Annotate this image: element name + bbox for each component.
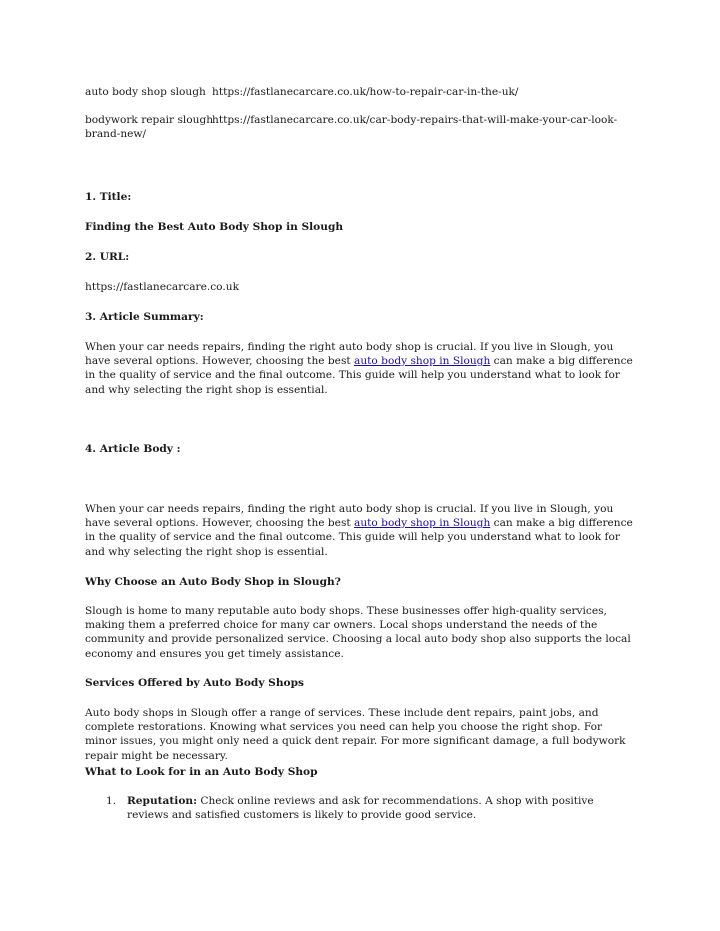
summary-paragraph: When your car needs repairs, finding the right auto body shop is crucial. If you live in Slough, you have several options. However, choosing the best auto body shop in Slough can make a big difference in the quality of service and the final outcome. This guide will help you understand what to look for and why selecting the right shop is essential. (85, 341, 633, 396)
keyword-2-url: https://fastlanecarcare.co.uk/car-body-repairs-that-will-make-your-car-look-brand-new/ (85, 114, 618, 141)
url-value: https://fastlanecarcare.co.uk (85, 281, 239, 293)
section-paragraph-why-choose: Slough is home to many reputable auto body shops. These businesses offer high-quality services, making them a preferred choice for many car owners. Local shops understand the needs of the community and provide personalized service. Choosing a local auto body shop also supports the local economy and ensures you get timely assistance. (85, 605, 631, 660)
list-item (127, 794, 637, 822)
body-heading: 4. Article Body : (85, 443, 181, 455)
body-intro-link[interactable]: auto body shop in Slough (354, 517, 491, 530)
list-item-label: Reputation: (127, 795, 198, 807)
summary-heading: 3. Article Summary: (85, 311, 204, 323)
section-heading-services: Services Offered by Auto Body Shops (85, 677, 304, 689)
section-heading-what-to-look: What to Look for in an Auto Body Shop (85, 766, 318, 778)
body-intro-paragraph: When your car needs repairs, finding the right auto body shop is crucial. If you live in Slough, you have several options. However, choosing the best auto body shop in Slough can make a big difference in the quality of service and the final outcome. This guide will help you understand what to look for and why selecting the right shop is essential. (85, 503, 633, 558)
title-heading: 1. Title: (85, 191, 132, 203)
summary-link[interactable]: auto body shop in Slough (354, 355, 491, 368)
url-heading: 2. URL: (85, 251, 130, 263)
list-item-text: Check online reviews and ask for recommendations. A shop with positive reviews and satisfied customers is likely to provide good service. (127, 795, 594, 822)
keyword-1: auto body shop slough (85, 86, 206, 98)
list-item-number: 1. (106, 795, 117, 807)
title-value: Finding the Best Auto Body Shop in Slough (85, 221, 344, 233)
keyword-1-url: https://fastlanecarcare.co.uk/how-to-repair-car-in-the-uk/ (212, 86, 519, 98)
section-heading-why-choose: Why Choose an Auto Body Shop in Slough? (85, 576, 341, 588)
keyword-2: bodywork repair slough (85, 114, 214, 126)
section-paragraph-services: Auto body shops in Slough offer a range of services. These include dent repairs, paint jobs, and complete restorations. Knowing what services you need can help you choose the right shop. For minor issues, you might only need a quick dent repair. For more significant damage, a full bodywork repair might be necessary. (85, 707, 626, 762)
